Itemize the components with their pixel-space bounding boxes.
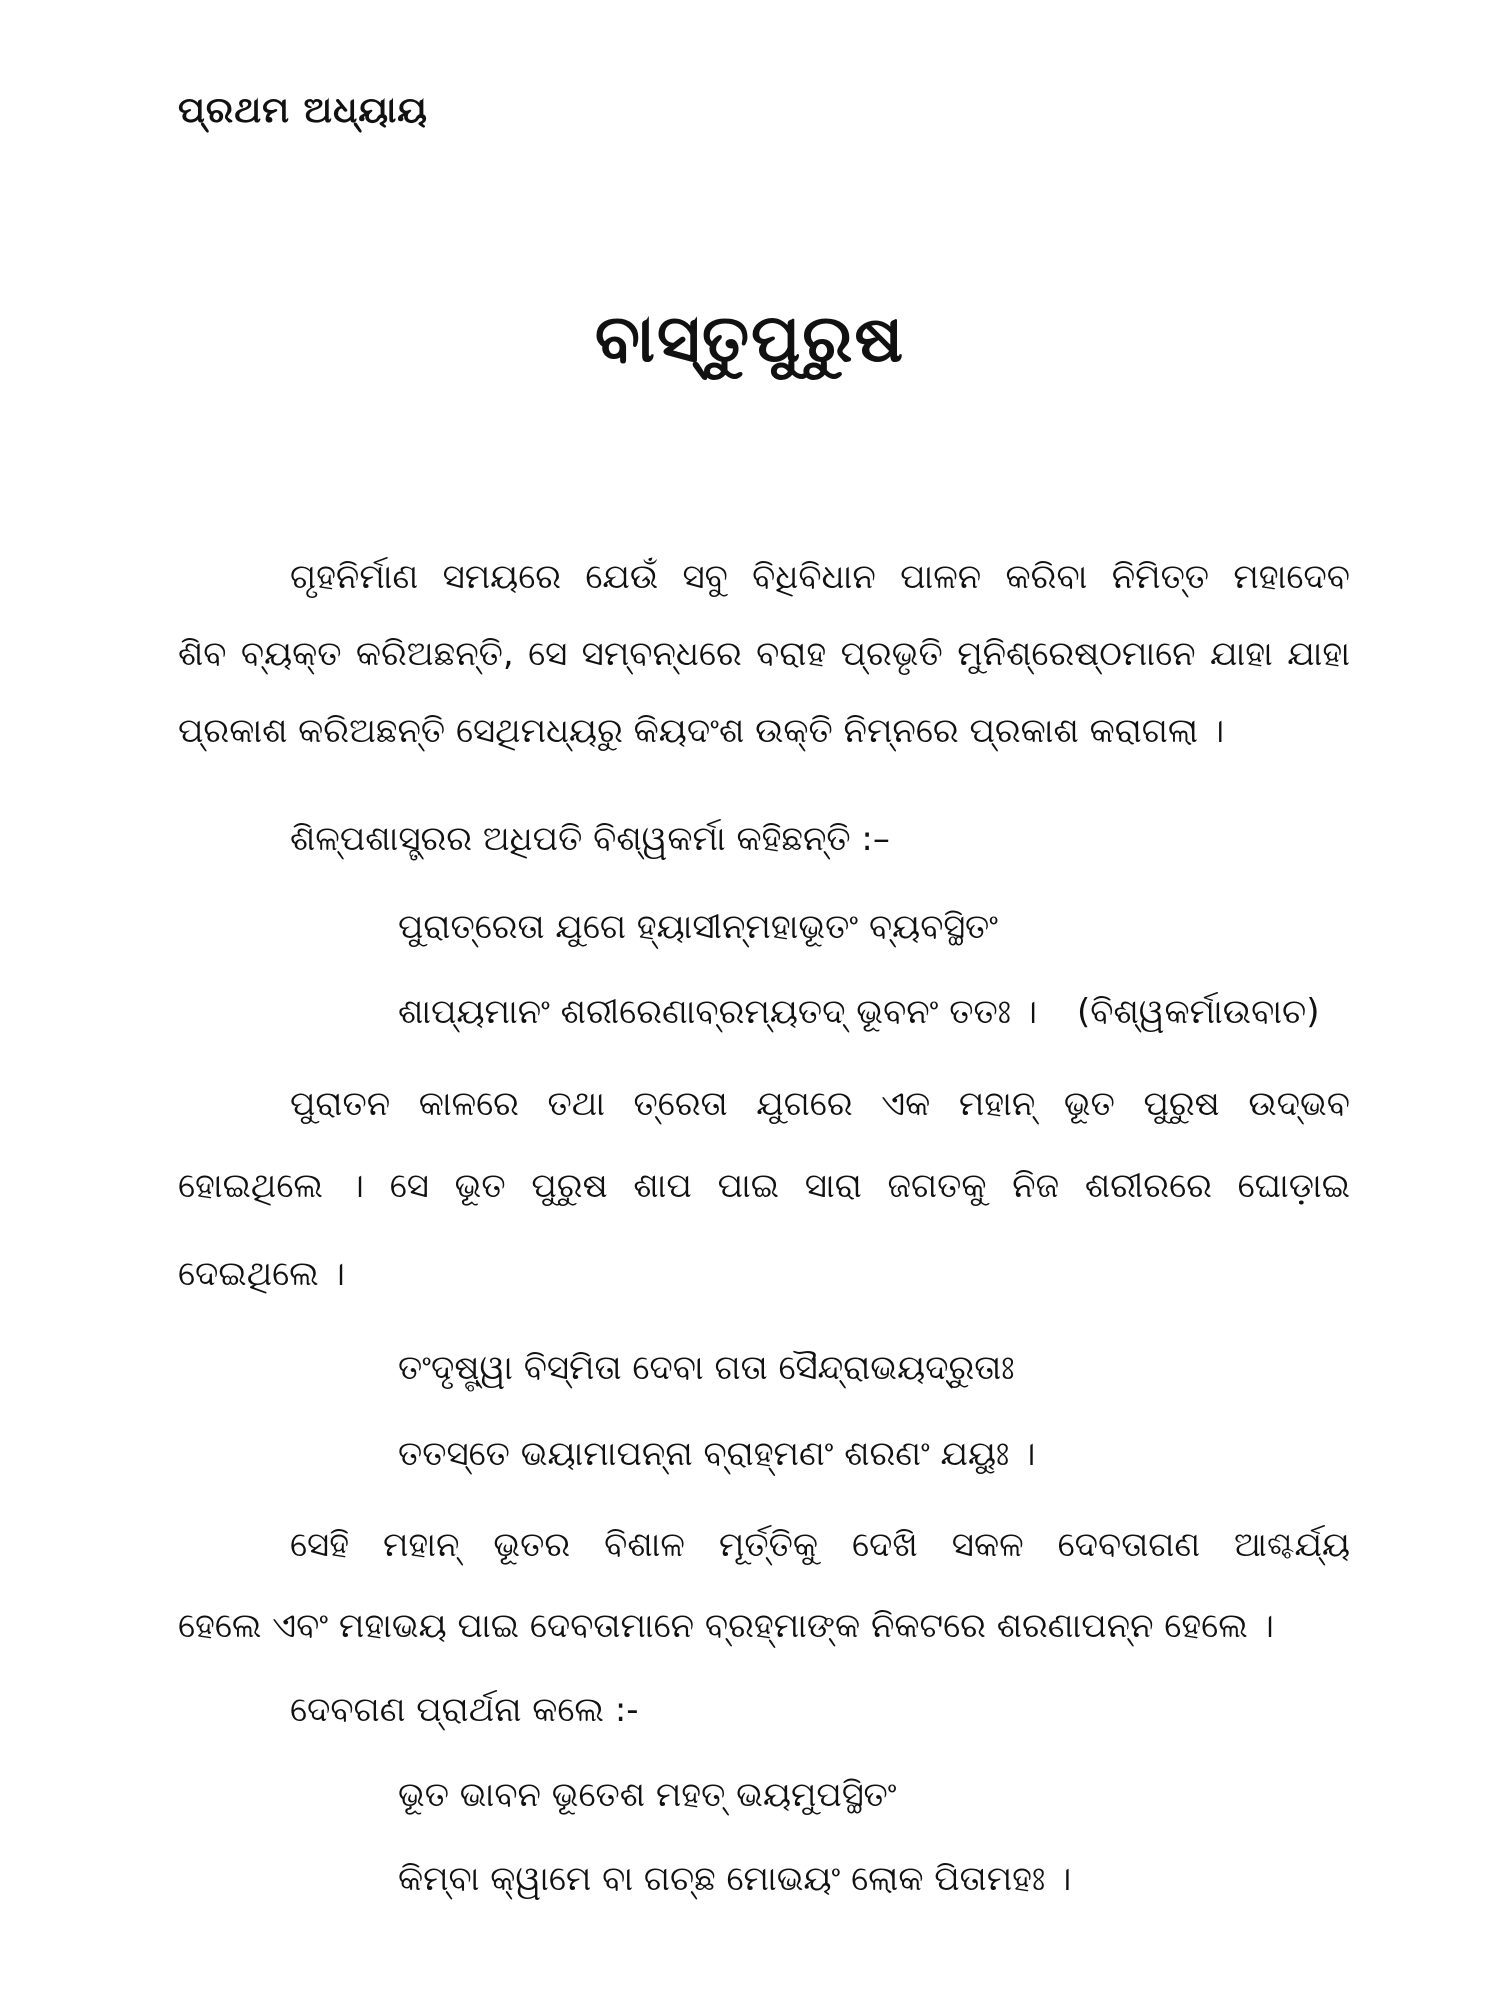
verse-1-line-1: ପୁରାତ୍ରେତା ଯୁଗେ ହ୍ୟାସୀନ୍ମହାଭୂତଂ ବ୍ୟବସ୍ଥିତଂ <box>398 907 999 947</box>
paragraph-4-line-1: ସେହି ମହାନ୍ ଭୂତର ବିଶାଳ ମୂର୍ତ୍ତିକୁ ଦେଖି ସକଳ ଦେବତାଗଣ ଆଶ୍ଚର୍ଯ୍ୟ <box>290 1525 1350 1565</box>
paragraph-3-line-2: ହୋଇଥିଲେ । ସେ ଭୂତ ପୁରୁଷ ଶାପ ପାଇ ସାରା ଜଗତକୁ ନିଜ ଶରୀରରେ ଘୋଡ଼ାଇ <box>178 1166 1350 1206</box>
paragraph-3-line-3: ଦେଇଥିଲେ । <box>178 1254 345 1294</box>
paragraph-5: ଦେବଗଣ ପ୍ରାର୍ଥନା କଲେ :- <box>290 1690 639 1730</box>
page-title: ବାସ୍ତୁପୁରୁଷ <box>594 300 906 377</box>
paragraph-3-line-1: ପୁରାତନ କାଳରେ ତଥା ତ୍ରେତା ଯୁଗରେ ଏକ ମହାନ୍ ଭୂତ ପୁରୁଷ ଉଦ୍ଭବ <box>290 1084 1350 1124</box>
verse-3-line-1: ଭୂତ ଭାବନ ଭୂତେଶ ମହତ୍ ଭୟମୁପସ୍ଥିତଂ <box>398 1775 897 1815</box>
verse-2-line-1: ତଂଦୃଷ୍ଟ୍ୱା ବିସ୍ମିତା ଦେବା ଗତା ସୈନ୍ଦ୍ରାଭୟଦ୍ରୁତାଃ <box>398 1348 1015 1388</box>
verse-1-line-2-text: ଶାପ୍ୟମାନଂ ଶରୀରେଣାବ୍ରମ୍ୟତଦ୍ ଭୂବନଂ ତତଃ । <box>398 992 1038 1032</box>
chapter-heading: ପ୍ରଥମ ଅଧ୍ୟାୟ <box>178 90 428 131</box>
verse-attribution: (ବିଶ୍ୱକର୍ମାଉବାଚ) <box>1077 992 1320 1032</box>
verse-2-line-2: ତତସ୍ତେ ଭୟାମାପନ୍ନା ବ୍ରାହ୍ମଣଂ ଶରଣଂ ଯୟୁଃ । <box>398 1434 1036 1474</box>
paragraph-1-line-1: ଗୃହନିର୍ମାଣ ସମୟରେ ଯେଉଁ ସବୁ ବିଧିବିଧାନ ପାଳନ କରିବା ନିମିତ୍ତ ମହାଦେବ <box>290 557 1350 597</box>
verse-1-line-2 <box>398 990 1319 1034</box>
paragraph-1-line-2: ଶିବ ବ୍ୟକ୍ତ କରିଅଛନ୍ତି, ସେ ସମ୍ବନ୍ଧରେ ବରାହ ପ୍ରଭୃତି ମୁନିଶ୍ରେଷ୍ଠମାନେ ଯାହା ଯାହା <box>178 634 1350 674</box>
paragraph-1-line-3: ପ୍ରକାଶ କରିଅଛନ୍ତି ସେଥିମଧ୍ୟରୁ କିୟଦଂଶ ଉକ୍ତି ନିମ୍ନରେ ପ୍ରକାଶ କରାଗଲା । <box>178 711 1225 751</box>
paragraph-2: ଶିଳ୍ପଶାସ୍ତ୍ରର ଅଧିପତି ବିଶ୍ୱକର୍ମା କହିଛନ୍ତି :– <box>290 819 890 859</box>
verse-3-line-2: କିମ୍ବା କ୍ୱାମେ ବା ଗଚ୍ଛ ମୋଭୟଂ ଲୋକ ପିତାମହଃ । <box>398 1859 1072 1899</box>
paragraph-4-line-2: ହେଲେ ଏବଂ ମହାଭୟ ପାଇ ଦେବତାମାନେ ବ୍ରହ୍ମାଙ୍କ ନିକଟରେ ଶରଣାପନ୍ନ ହେଲେ । <box>178 1606 1274 1646</box>
